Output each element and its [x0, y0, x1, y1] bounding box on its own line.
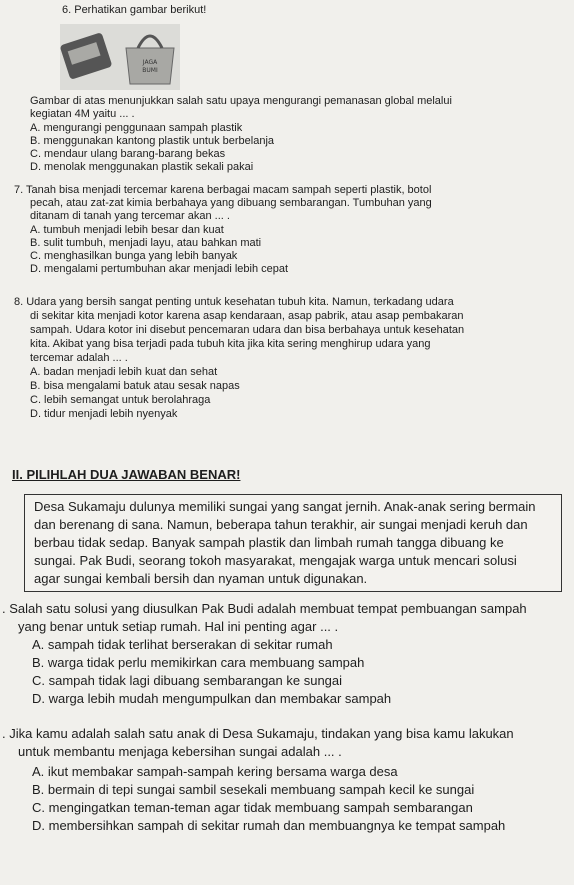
- section-heading: II. PILIHLAH DUA JAWABAN BENAR!: [12, 467, 241, 482]
- q9-option-c: C. sampah tidak lagi dibuang sembarangan ke sungai: [32, 673, 343, 688]
- passage-line: berbau tidak sedap. Banyak sampah plastik dan limbah rumah tangga dibuang ke: [34, 535, 504, 550]
- q8-stem-line: 8. Udara yang bersih sangat penting untuk kesehatan tubuh kita. Namun, terkadang udara: [14, 296, 454, 308]
- q6-option-b: B. menggunakan kantong plastik untuk berbelanja: [30, 135, 275, 147]
- q6-option-c: C. mendaur ulang barang-barang bekas: [30, 148, 226, 160]
- q8-option-d: D. tidur menjadi lebih nyenyak: [30, 408, 178, 420]
- passage-line: dan berenang di sana. Namun, beberapa tahun terakhir, air sungai menjadi keruh dan: [34, 517, 528, 532]
- passage-line: agar sungai kembali bersih dan nyaman untuk digunakan.: [34, 571, 368, 586]
- q10-stem-line: . Jika kamu adalah salah satu anak di Desa Sukamaju, tindakan yang bisa kamu lakukan: [2, 726, 514, 741]
- q9-stem-line: . Salah satu solusi yang diusulkan Pak Budi adalah membuat tempat pembuangan sampah: [2, 601, 527, 616]
- q10-option-c: C. mengingatkan teman-teman agar tidak membuang sampah sembarangan: [32, 800, 473, 815]
- q6-stem-line: Gambar di atas menunjukkan salah satu upaya mengurangi pemanasan global melalui: [30, 95, 452, 107]
- bag-print-line-1: JAGA: [142, 59, 158, 66]
- q10-option-a: A. ikut membakar sampah-sampah kering bersama warga desa: [32, 764, 398, 779]
- q10-option-b: B. bermain di tepi sungai sambil sesekali membuang sampah kecil ke sungai: [32, 782, 475, 797]
- q8-option-c: C. lebih semangat untuk berolahraga: [30, 394, 211, 406]
- q8-stem-line: tercemar adalah ... .: [30, 352, 128, 364]
- tote-bag-icon: [60, 24, 180, 90]
- q8-stem-line: di sekitar kita menjadi kotor karena asap kendaraan, asap pabrik, atau asap pembakaran: [30, 310, 464, 322]
- q10-option-d: D. membersihkan sampah di sekitar rumah dan membuangnya ke tempat sampah: [32, 818, 506, 833]
- q6-stem-line: kegiatan 4M yaitu ... .: [30, 108, 135, 120]
- q9-option-d: D. warga lebih mudah mengumpulkan dan membakar sampah: [32, 691, 392, 706]
- q7-option-a: A. tumbuh menjadi lebih besar dan kuat: [30, 224, 224, 236]
- reusable-bag-picture: [60, 24, 180, 90]
- q9-option-a: A. sampah tidak terlihat berserakan di sekitar rumah: [32, 637, 333, 652]
- q8-stem-line: sampah. Udara kotor ini disebut pencemaran udara dan bisa berbahaya untuk kesehatan: [30, 324, 465, 336]
- q8-option-a: A. badan menjadi lebih kuat dan sehat: [30, 366, 218, 378]
- q7-stem-line: 7. Tanah bisa menjadi tercemar karena berbagai macam sampah seperti plastik, botol: [14, 184, 432, 196]
- q7-option-c: C. menghasilkan bunga yang lebih banyak: [30, 250, 238, 262]
- q10-stem-line: untuk membantu menjaga kebersihan sungai adalah ... .: [18, 744, 342, 759]
- q9-stem-line: yang benar untuk setiap rumah. Hal ini penting agar ... .: [18, 619, 339, 634]
- bag-print-line-2: BUMI: [142, 67, 158, 74]
- q6-option-a: A. mengurangi penggunaan sampah plastik: [30, 122, 243, 134]
- q7-option-d: D. mengalami pertumbuhan akar menjadi lebih cepat: [30, 263, 289, 275]
- q9-option-b: B. warga tidak perlu memikirkan cara membuang sampah: [32, 655, 365, 670]
- q8-option-b: B. bisa mengalami batuk atau sesak napas: [30, 380, 240, 392]
- q7-stem-line: pecah, atau zat-zat kimia berbahaya yang dibuang sembarangan. Tumbuhan yang: [30, 197, 432, 209]
- passage-line: Desa Sukamaju dulunya memiliki sungai yang sangat jernih. Anak-anak sering bermain: [34, 499, 536, 514]
- passage-line: sungai. Pak Budi, seorang tokoh masyarakat, mengajak warga untuk mencari solusi: [34, 553, 517, 568]
- q6-heading: 6. Perhatikan gambar berikut!: [62, 4, 207, 16]
- q7-stem-line: ditanam di tanah yang tercemar akan ... .: [30, 210, 230, 222]
- q6-option-d: D. menolak menggunakan plastik sekali pakai: [30, 161, 254, 173]
- q7-option-b: B. sulit tumbuh, menjadi layu, atau bahkan mati: [30, 237, 262, 249]
- q8-stem-line: kita. Akibat yang bisa terjadi pada tubuh kita jika kita sering menghirup udara yang: [30, 338, 431, 350]
